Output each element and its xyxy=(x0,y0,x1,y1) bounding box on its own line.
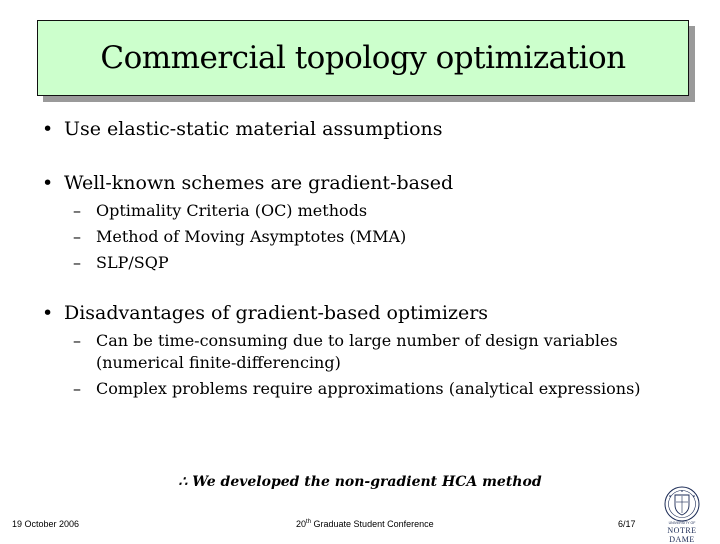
sub-bullet-text: SLP/SQP xyxy=(96,253,169,272)
footer-conference xyxy=(296,519,434,529)
bullet-text: Well-known schemes are gradient-based xyxy=(64,172,454,194)
dash-icon: – xyxy=(73,201,81,220)
logo-wordmark: NOTRE DAME xyxy=(667,526,697,544)
sub-bullet-text: Optimality Criteria (OC) methods xyxy=(96,201,368,220)
conclusion-text: We developed the non-gradient HCA method xyxy=(192,474,542,490)
university-seal-icon xyxy=(654,486,710,524)
sub-bullet-item xyxy=(40,330,680,374)
dash-icon: – xyxy=(73,331,81,350)
conf-suffix: th xyxy=(306,519,312,525)
sub-bullet-item xyxy=(40,252,680,274)
dash-icon: – xyxy=(73,379,81,398)
sub-bullet-text: Method of Moving Asymptotes (MMA) xyxy=(96,227,407,246)
conf-rest: Graduate Student Conference xyxy=(311,519,434,529)
bullet-text: Disadvantages of gradient-based optimizers xyxy=(64,302,489,324)
bullet-icon: • xyxy=(42,118,54,140)
bullet-icon: • xyxy=(42,302,54,324)
conclusion-line xyxy=(0,474,720,490)
bullet-item xyxy=(40,116,680,142)
sub-bullet-item xyxy=(40,378,680,400)
sub-bullet-text: Can be time-consuming due to large number of design variables (numerical finite-differencing) xyxy=(96,331,618,372)
bullet-icon: • xyxy=(42,172,54,194)
bullet-item xyxy=(40,170,680,196)
page-number: 6/17 xyxy=(618,519,636,529)
sub-bullet-text: Complex problems require approximations (analytical expressions) xyxy=(96,379,641,398)
university-logo xyxy=(654,486,710,544)
bullet-list xyxy=(40,116,680,400)
therefore-icon: ∴ xyxy=(178,474,188,490)
dash-icon: – xyxy=(73,227,81,246)
conf-number: 20 xyxy=(296,519,307,529)
sub-bullet-item xyxy=(40,226,680,248)
logo-small-text: UNIVERSITY OF xyxy=(668,521,696,525)
bullet-text: Use elastic-static material assumptions xyxy=(64,118,443,140)
footer-date: 19 October 2006 xyxy=(12,519,80,529)
title-box xyxy=(37,20,689,96)
sub-bullet-item xyxy=(40,200,680,222)
dash-icon: – xyxy=(73,253,81,272)
bullet-item xyxy=(40,300,680,326)
slide-title: Commercial topology optimization xyxy=(100,40,626,76)
